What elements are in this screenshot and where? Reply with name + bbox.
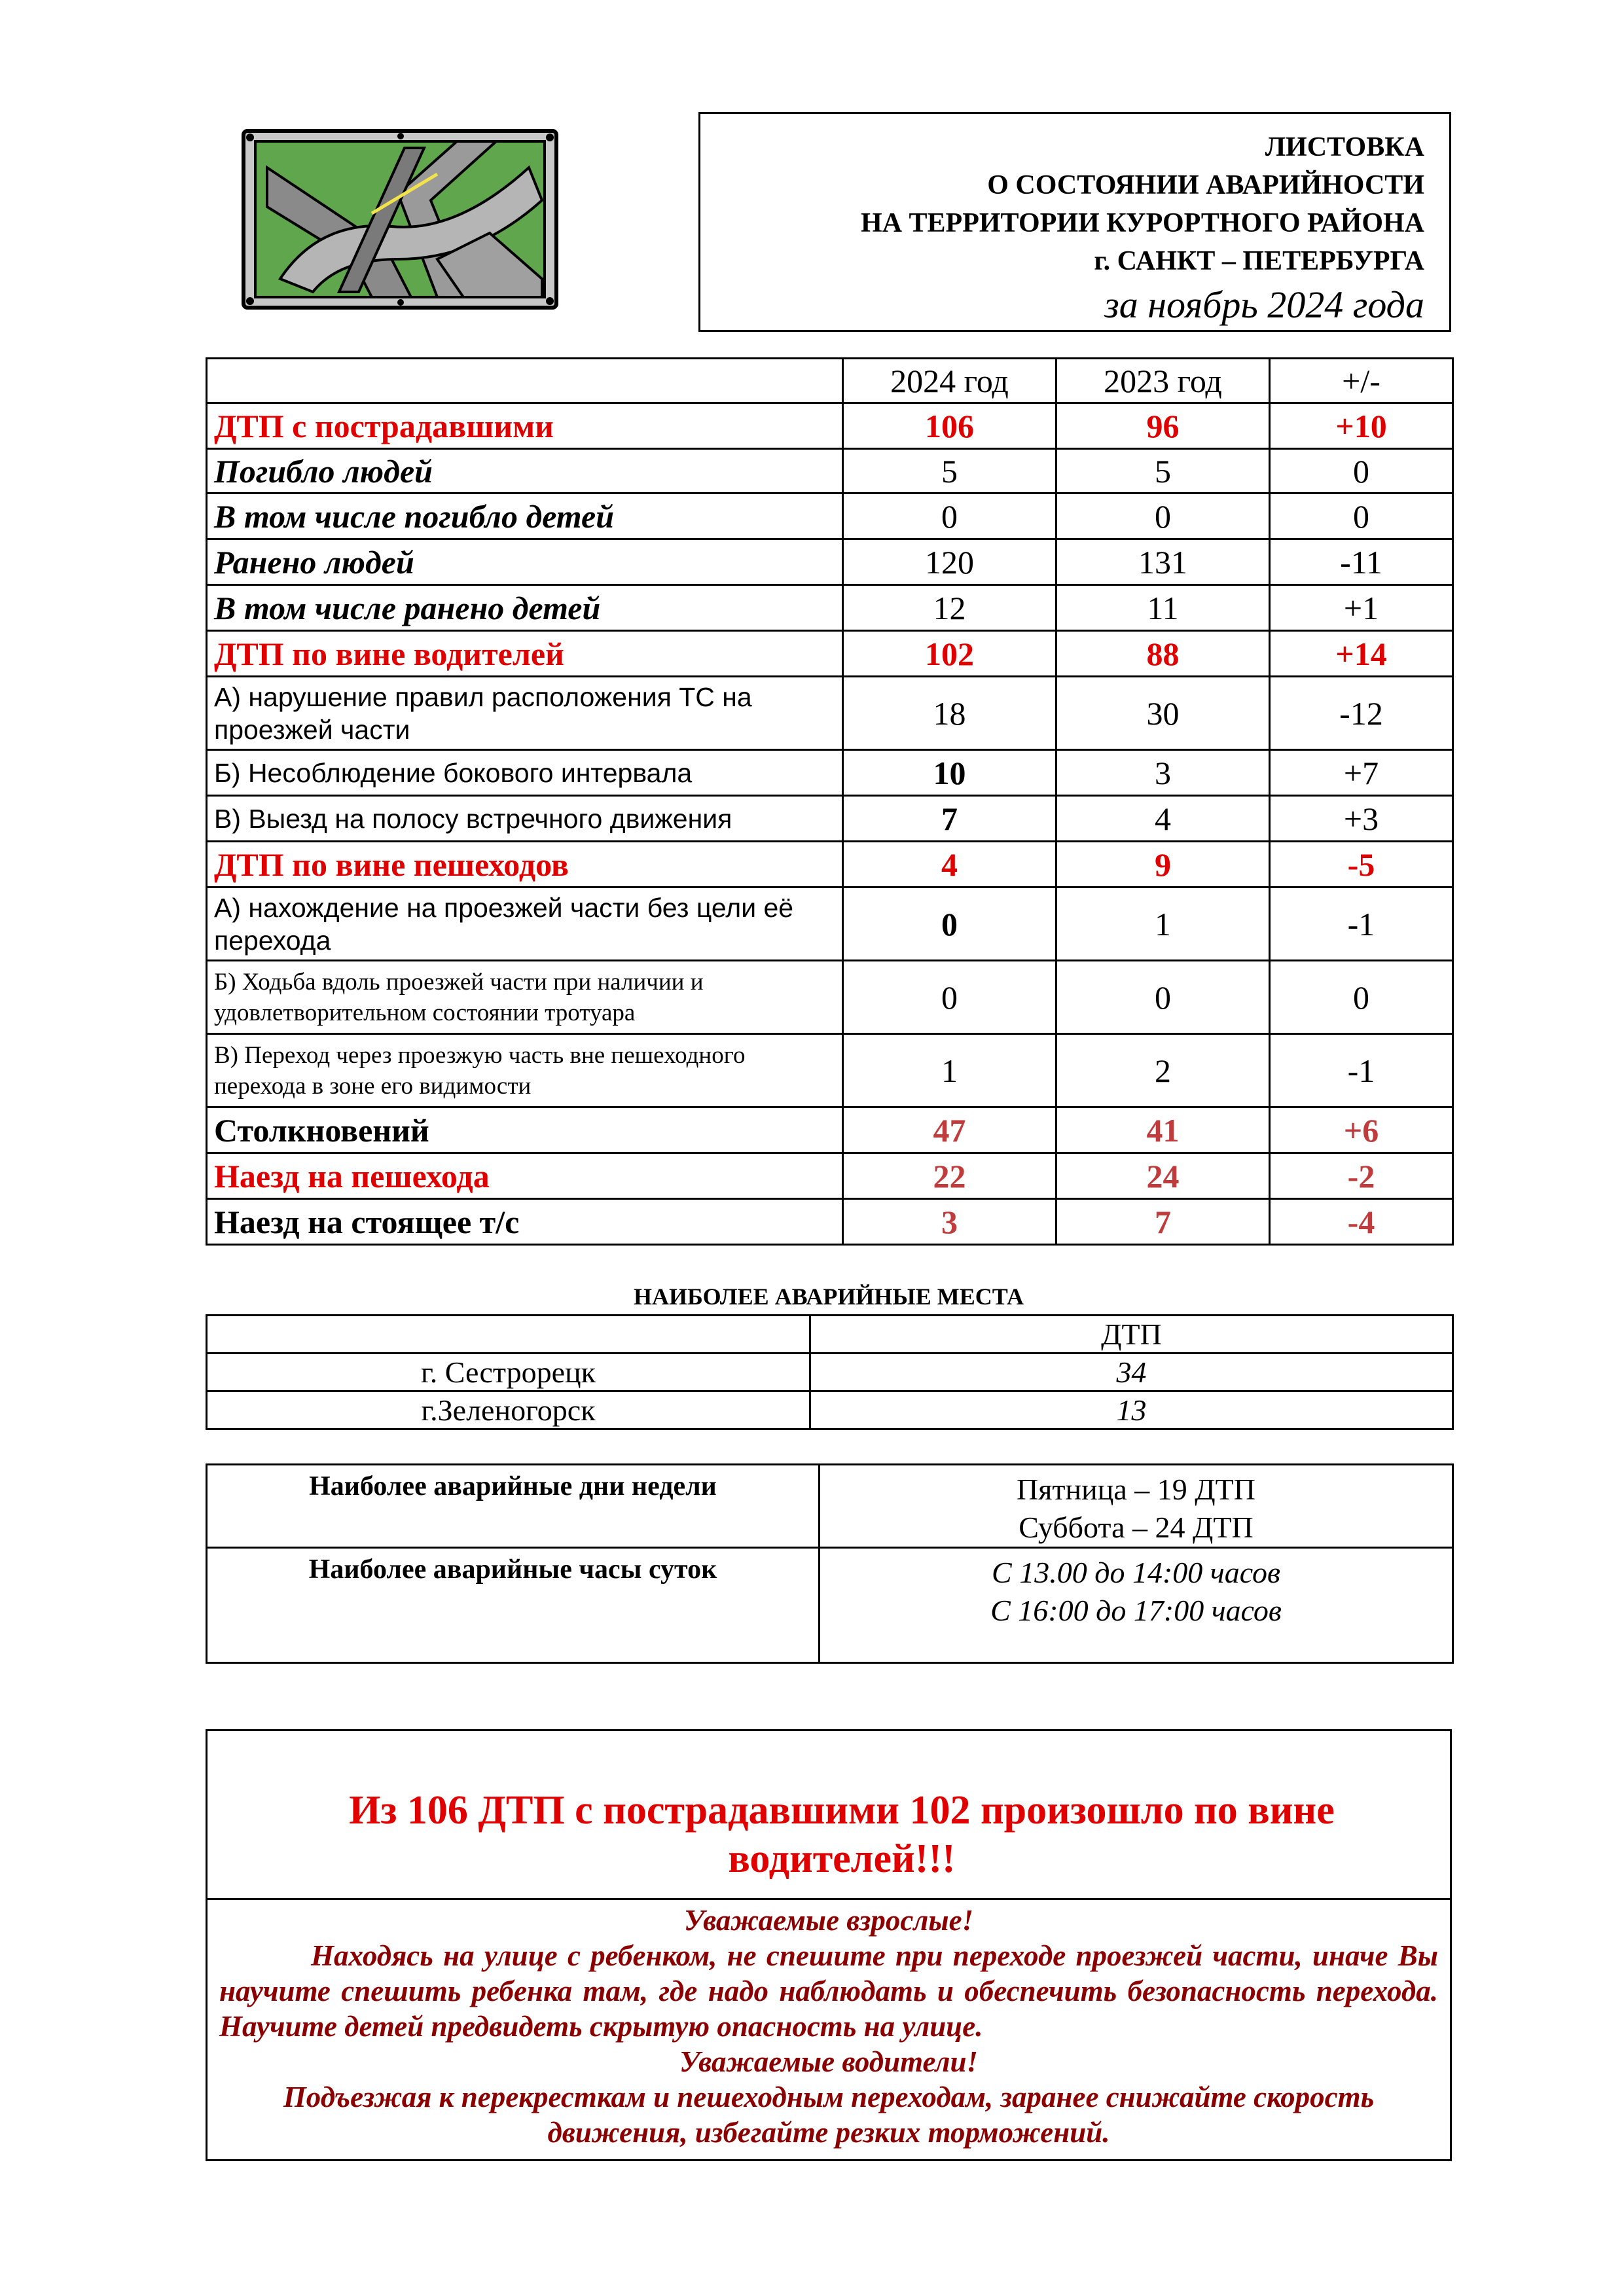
row-label: Б) Несоблюдение бокового интервала [207, 750, 843, 796]
dangerous-places-table [206, 1314, 1454, 1430]
header-line-1: ЛИСТОВКА [1265, 132, 1424, 162]
table-row [207, 1354, 1453, 1391]
value-2023: 3 [1056, 750, 1270, 796]
days-values [820, 1465, 1453, 1548]
value-2024: 22 [843, 1153, 1056, 1199]
value-2024: 5 [843, 449, 1056, 493]
column-header-2023: 2023 год [1056, 359, 1270, 403]
value-diff: +10 [1270, 403, 1453, 449]
hours-values [820, 1548, 1453, 1663]
hour-range-2: С 16:00 до 17:00 часов [990, 1594, 1282, 1627]
places-title: НАИБОЛЕЕ АВАРИЙНЫЕ МЕСТА [634, 1283, 1024, 1310]
value-diff: -2 [1270, 1153, 1453, 1199]
table-row [207, 796, 1453, 842]
table-row [207, 1391, 1453, 1429]
adults-title: Уважаемые взрослые! [683, 1904, 974, 1937]
value-2024: 1 [843, 1034, 1056, 1107]
table-row [207, 493, 1453, 539]
column-header-accidents: ДТП [810, 1316, 1453, 1354]
row-label: ДТП по вине пешеходов [207, 842, 843, 888]
value-2023: 2 [1056, 1034, 1270, 1107]
table-row [207, 961, 1453, 1034]
value-2024: 0 [843, 961, 1056, 1034]
adults-text: Находясь на улице с ребенком, не спешите при переходе проезжей части, иначе Вы научите спешить ребенка там, где надо наблюдать и обеспечить безопасность перехода. Научите детей предвидеть скрытую опасность на улице. [219, 1939, 1438, 2043]
table-row [207, 1899, 1451, 2161]
accident-statistics-table [206, 357, 1454, 1246]
header-line-3: НА ТЕРРИТОРИИ КУРОРТНОГО РАЙОНА [861, 208, 1424, 238]
value-2024: 7 [843, 796, 1056, 842]
drivers-title: Уважаемые водители! [679, 2045, 979, 2078]
day-2: Суббота – 24 ДТП [1019, 1511, 1254, 1544]
value-2023: 7 [1056, 1199, 1270, 1245]
value-2023: 88 [1056, 631, 1270, 677]
table-header-row [207, 1316, 1453, 1354]
value-2023: 9 [1056, 842, 1270, 888]
leaflet-header [698, 112, 1451, 332]
value-2024: 106 [843, 403, 1056, 449]
value-2023: 24 [1056, 1153, 1270, 1199]
column-header-label [207, 359, 843, 403]
value-2023: 96 [1056, 403, 1270, 449]
value-2024: 47 [843, 1107, 1056, 1153]
value-diff: -4 [1270, 1199, 1453, 1245]
column-header-diff: +/- [1270, 359, 1453, 403]
value-2024: 0 [843, 888, 1056, 961]
value-diff: -5 [1270, 842, 1453, 888]
value-2023: 131 [1056, 539, 1270, 585]
row-label: ДТП по вине водителей [207, 631, 843, 677]
table-row [207, 585, 1453, 631]
value-diff: +1 [1270, 585, 1453, 631]
value-2024: 4 [843, 842, 1056, 888]
row-label: А) нахождение на проезжей части без цели её перехода [207, 888, 843, 961]
value-2023: 4 [1056, 796, 1270, 842]
table-row [207, 842, 1453, 888]
drivers-text: Подъезжая к перекресткам и пешеходным переходам, заранее снижайте скорость движения, избегайте резких торможений. [283, 2081, 1375, 2149]
table-row [207, 1731, 1451, 1899]
value-2023: 5 [1056, 449, 1270, 493]
value-2024: 102 [843, 631, 1056, 677]
value-2023: 0 [1056, 961, 1270, 1034]
row-label: Ранено людей [207, 539, 843, 585]
table-row [207, 1199, 1453, 1245]
value-diff: -1 [1270, 1034, 1453, 1107]
row-label: В) Переход через проезжую часть вне пешеходного перехода в зоне его видимости [207, 1034, 843, 1107]
row-label: Наезд на пешехода [207, 1153, 843, 1199]
row-label: ДТП с пострадавшими [207, 403, 843, 449]
row-label: Столкновений [207, 1107, 843, 1153]
value-2024: 12 [843, 585, 1056, 631]
header-line-4: г. САНКТ – ПЕТЕРБУРГА [1094, 246, 1424, 276]
value-2023: 11 [1056, 585, 1270, 631]
report-period: за ноябрь 2024 года [1104, 283, 1424, 326]
row-label: Б) Ходьба вдоль проезжей части при наличии и удовлетворительном состоянии тротуара [207, 961, 843, 1034]
place-count: 13 [810, 1391, 1453, 1429]
table-row [207, 631, 1453, 677]
table-row [207, 403, 1453, 449]
value-2024: 18 [843, 677, 1056, 750]
row-label: Погибло людей [207, 449, 843, 493]
value-2024: 3 [843, 1199, 1056, 1245]
value-diff: -12 [1270, 677, 1453, 750]
table-row [207, 1107, 1453, 1153]
place-name: г. Сестрорецк [207, 1354, 810, 1391]
table-row [207, 1153, 1453, 1199]
highway-interchange-icon [241, 128, 559, 310]
header-line-2: О СОСТОЯНИИ АВАРИЙНОСТИ [987, 170, 1424, 200]
table-header-row [207, 359, 1453, 403]
table-row [207, 750, 1453, 796]
value-diff: +7 [1270, 750, 1453, 796]
row-label: В) Выезд на полосу встречного движения [207, 796, 843, 842]
value-2024: 120 [843, 539, 1056, 585]
row-label: В том числе ранено детей [207, 585, 843, 631]
row-label: Наезд на стоящее т/с [207, 1199, 843, 1245]
value-2023: 0 [1056, 493, 1270, 539]
table-row [207, 449, 1453, 493]
table-row [207, 1034, 1453, 1107]
table-row [207, 1465, 1453, 1548]
value-diff: -1 [1270, 888, 1453, 961]
value-diff: +6 [1270, 1107, 1453, 1153]
hour-range-1: С 13.00 до 14:00 часов [992, 1556, 1280, 1589]
value-diff: -11 [1270, 539, 1453, 585]
message-body [207, 1899, 1451, 2161]
days-label: Наиболее аварийные дни недели [207, 1465, 820, 1548]
value-diff: +3 [1270, 796, 1453, 842]
value-diff: 0 [1270, 961, 1453, 1034]
value-2023: 41 [1056, 1107, 1270, 1153]
headline: Из 106 ДТП с пострадавшими 102 произошло по вине водителей!!! [207, 1731, 1451, 1899]
empty-header-cell [207, 1316, 810, 1354]
table-row [207, 539, 1453, 585]
row-label: В том числе погибло детей [207, 493, 843, 539]
safety-message-box [206, 1729, 1452, 2161]
value-diff: 0 [1270, 449, 1453, 493]
table-row [207, 888, 1453, 961]
place-count: 34 [810, 1354, 1453, 1391]
value-2024: 10 [843, 750, 1056, 796]
day-1: Пятница – 19 ДТП [1017, 1473, 1255, 1506]
dangerous-times-table [206, 1463, 1454, 1664]
value-diff: 0 [1270, 493, 1453, 539]
value-diff: +14 [1270, 631, 1453, 677]
column-header-2024: 2024 год [843, 359, 1056, 403]
value-2023: 1 [1056, 888, 1270, 961]
table-row [207, 677, 1453, 750]
table-row [207, 1548, 1453, 1663]
place-name: г.Зеленогорск [207, 1391, 810, 1429]
hours-label: Наиболее аварийные часы суток [207, 1548, 820, 1663]
value-2024: 0 [843, 493, 1056, 539]
row-label: А) нарушение правил расположения ТС на проезжей части [207, 677, 843, 750]
value-2023: 30 [1056, 677, 1270, 750]
